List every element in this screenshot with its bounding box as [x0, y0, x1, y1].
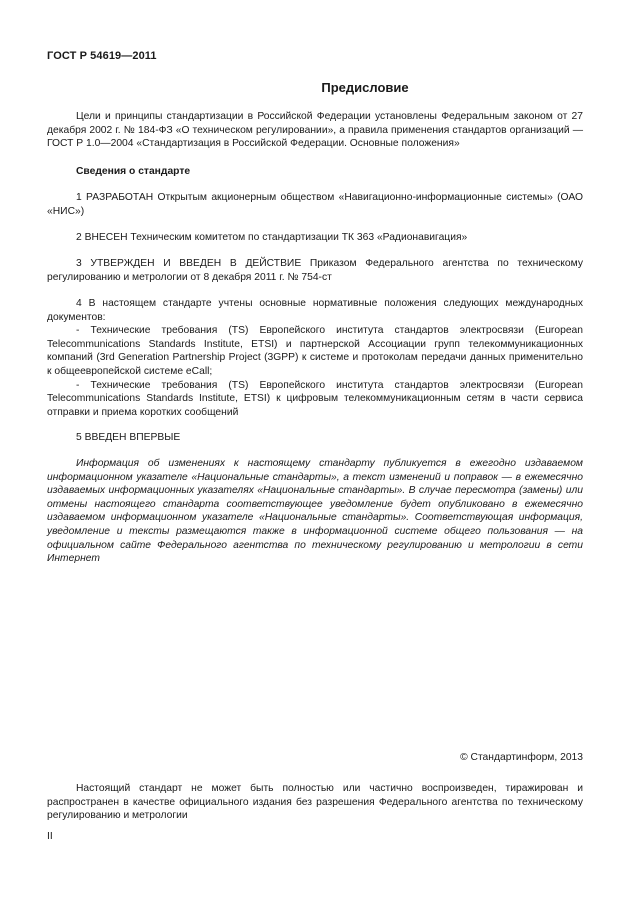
page-number: II	[47, 831, 53, 842]
item-approved: 3 УТВЕРЖДЕН И ВВЕДЕН В ДЕЙСТВИЕ Приказом Федерального агентства по техническому регулированию и метрологии от 8 декабря 2011 г. № 754-ст	[47, 258, 583, 283]
item-first-time-section	[47, 431, 583, 445]
changes-info: Информация об изменениях к настоящему стандарту публикуется в ежегодно издаваемом информационном указателе «Национальные стандарты», а текст изменений и поправок — в ежемесячно издаваемых информационных указателях «Национальные стандарты». В случае пересмотра (замены) или отмены настоящего стандарта соответствующее уведомление будет опубликовано в ежемесячно издаваемом информационном указателе «Национальные стандарты». Соответствующая информация, уведомление и тексты размещаются также в информационной системе общего пользования — на официальном сайте Федерального агентства по техническому регулированию и метрологии в сети Интернет	[47, 458, 583, 565]
info-heading-section	[47, 165, 583, 179]
item-normative: 4 В настоящем стандарте учтены основные нормативные положения следующих международных документов:	[47, 298, 583, 323]
page-title: Предисловие	[321, 80, 409, 95]
intro-section	[47, 110, 583, 151]
item-first-time: 5 ВВЕДЕН ВПЕРВЫЕ	[76, 432, 181, 443]
item-introduced-section	[47, 231, 583, 245]
copyright: © Стандартинформ, 2013	[460, 752, 583, 763]
item-normative-sub2: - Технические требования (TS) Европейского института стандартов электросвязи (European Telecommunications Standards Institute, ETSI) к цифровым телекоммуникационным сетям в части сервиса отправки и приема коротких сообщений	[47, 379, 583, 418]
changes-info-section	[47, 457, 583, 566]
reproduction-notice: Настоящий стандарт не может быть полностью или частично воспроизведен, тиражирован и распространен в качестве официального издания без разрешения Федерального агентства по техническому регулированию и метрологии	[47, 783, 583, 822]
item-approved-section	[47, 257, 583, 284]
document-code: ГОСТ Р 54619—2011	[47, 50, 157, 62]
reproduction-section	[47, 782, 583, 823]
item-developed: 1 РАЗРАБОТАН Открытым акционерным обществом «Навигационно-информационные системы» (ОАО «НИС»)	[47, 192, 583, 217]
info-heading: Сведения о стандарте	[76, 166, 191, 177]
intro-paragraph: Цели и принципы стандартизации в Российской Федерации установлены Федеральным законом от 27 декабря 2002 г. № 184-ФЗ «О техническом регулировании», а правила применения стандартов организаций — ГОСТ Р 1.0—2004 «Стандартизация в Российской Федерации. Основные положения»	[47, 111, 583, 150]
item-developed-section	[47, 191, 583, 218]
item-normative-section	[47, 297, 583, 419]
item-introduced: 2 ВНЕСЕН Техническим комитетом по стандартизации ТК 363 «Радионавигация»	[76, 232, 468, 243]
item-normative-sub1: - Технические требования (TS) Европейского института стандартов электросвязи (European Telecommunications Standards Institute, ETSI) и партнерской Ассоциации групп телекоммуникационных компаний (3rd Generation Partnership Project (3GPP) к системе и протоколам передачи данных применительно к общеевропейской системе eCall;	[47, 325, 583, 377]
